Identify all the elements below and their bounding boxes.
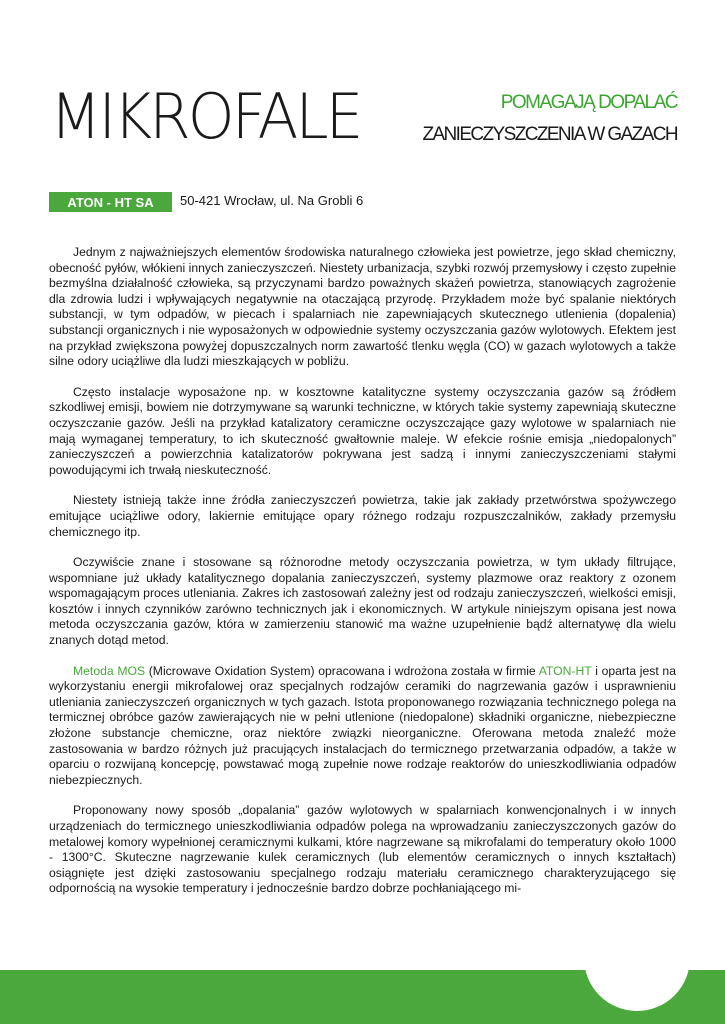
page-title: MIKROFALE: [50, 80, 361, 153]
paragraph-4: Oczywiście znane i stosowane są różnorodne metody oczyszczania powietrza, w tym układy filtrujące, wspomniane już układy katalitycznego dopalania zanieczyszczeń, systemy plazmowe oraz reaktory z ozonem wspomagającym proces utleniania. Zakres ich zastosowań zależny jest od rodzaju zanieczyszczeń, wielkości emisji, kosztów i innych czynników zarówno technicznych jak i ekonomicznych. W artykule niniejszym opisana jest nowa metoda oczyszczania gazów, która w zamierzeniu stanowić ma ważne uzupełnienie bądź alternatywę dla wielu znanych dotąd metod.: [49, 555, 676, 648]
paragraph-2: Często instalacje wyposażone np. w kosztowne katalityczne systemy oczyszczania gazów są źródłem szkodliwej emisji, bowiem nie dotrzymywane są warunki techniczne, w których takie systemy zapewniają skuteczne oczyszczanie gazów. Jeśli na przykład katalizatory ceramiczne oczyszczające gazy wylotowe w spalarniach nie mają wymaganej temperatury, to ich skuteczność gwałtownie maleje. W efekcie rośnie emisja „niedopalonych” zanieczyszczeń a powierzchnia katalizatorów pokrywana jest sadzą i innymi zanieczyszczeniami stałymi powodującymi ich trwałą nieskuteczność.: [49, 384, 676, 477]
paragraph-1: Jednym z najważniejszych elementów środowiska naturalnego człowieka jest powietrze, jego skład chemiczny, obecność pyłów, włókieni innych zanieczyszczeń. Niestety urbanizacja, szybki rozwój przemysłowy i często zupełnie bezmyślna działalność człowieka, są przyczynami bardzo poważnych skażeń powietrza, stanowiących zagrożenie dla zdrowia ludzi i wpływających negatywnie na otaczającą przyrodę. Przykładem może być spalanie niektórych substancji, w tym odpadów, w piecach i spalarniach nie zapewniających skutecznego utlenienia (dopalenia) substancji organicznych i nie wyposażonych w odpowiednie systemy oczyszczania gazów wylotowych. Efektem jest na przykład zwiększona powyżej dopuszczalnych norm zawartość tlenku węgla (CO) w gazach wylotowych a także silne odory uciążliwe dla ludzi mieszkających w pobliżu.: [49, 245, 676, 369]
method-name-highlight: Metoda MOS: [73, 663, 146, 678]
subtitle-line-1: POMAGAJĄ DOPALAĆ: [500, 92, 677, 113]
company-name: ATON - HT SA: [67, 194, 154, 210]
company-address: 50-421 Wrocław, ul. Na Grobli 6: [180, 193, 364, 208]
paragraph-3: Niestety istnieją także inne źródła zanieczyszczeń powietrza, takie jak zakłady przetwórstwa spożywczego emitujące uciążliwe odory, lakiernie emitujące opary różnego rodzaju rozpuszczalników, zakłady przemysłu chemicznego itp.: [49, 493, 676, 539]
paragraph-6: Proponowany nowy sposób „dopalania” gazów wylotowych w spalarniach konwencjonalnych i w innych urządzeniach do termicznego unieszkodliwiania odpadów polega na wprowadzaniu zanieczyszczonych gazów do metalowej komory wypełnionej ceramicznymi kulkami, które nagrzewane są mikrofalami do temperatury około 1000 - 1300°C. Skuteczne nagrzewanie kulek ceramicznych (lub elementów ceramicznych o innych kształtach) osiągnięte jest dzięki zastosowaniu specjalnego rodzaju materiału ceramicznego charakteryzującego się odpornością na wysokie temperatury i jednocześnie bardzo dobrze pochłaniającego mi-: [49, 803, 676, 896]
company-name-highlight: ATON-HT: [538, 663, 592, 678]
paragraph-5-text-2: i oparta jest na wykorzystaniu energii mikrofalowej oraz specjalnych rodzajów ceramiki do nagrzewania gazów i usprawnieniu utleniania zanieczyszczeń organicznych w tych gazach. Istota proponowanego rozwiązania technicznego polega na termicznej obróbce gazów zawierających nie w pełni utlenione (niedopalone) składniki organiczne, niebezpieczne złożone substancje chemiczne, oraz niektóre związki nieorganiczne. Oferowana metoda znaleźć może zastosowania w bardzo różnych już pracujących instalacjach do termicznego przetwarzania odpadów, a także w oparciu o rozwijaną koncepcję, powstawać mogą zupełnie nowe rodzaje reaktorów do unieszkodliwiania odpadów niebezpiecznych.: [49, 663, 676, 787]
paragraph-5: [49, 664, 676, 789]
article-body: [49, 245, 676, 912]
subtitle-line-2: ZANIECZYSZCZENIA W GAZACH: [422, 124, 677, 145]
company-name-badge: [49, 192, 172, 212]
paragraph-5-text-1: (Microwave Oxidation System) opracowana i wdrożona została w firmie: [145, 663, 539, 678]
footer-circle-decoration: [584, 905, 690, 1011]
